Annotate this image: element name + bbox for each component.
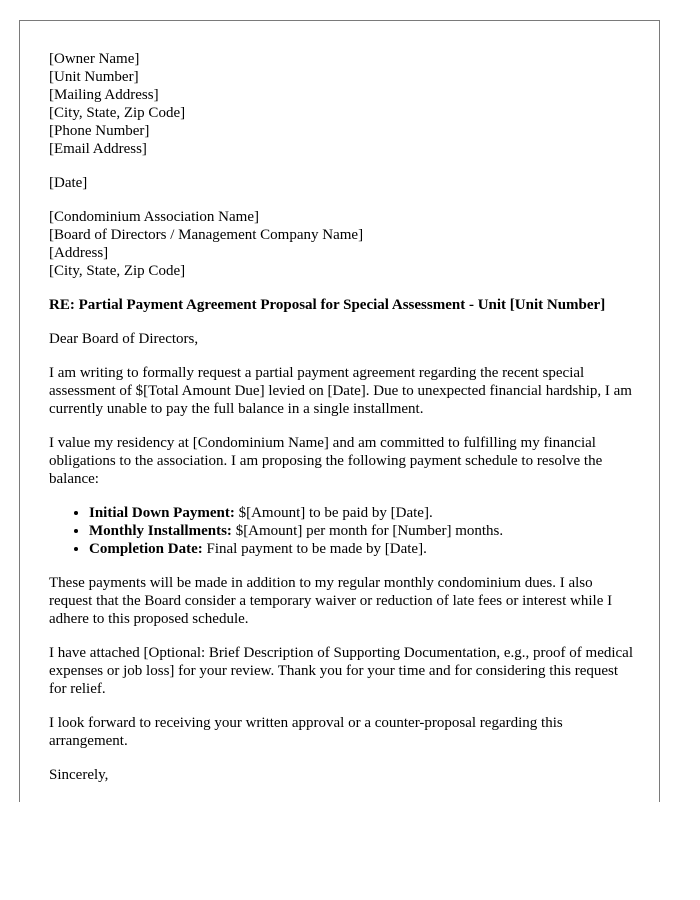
salutation: Dear Board of Directors,	[49, 331, 199, 347]
list-item	[89, 504, 639, 522]
sender-phone: [Phone Number]	[49, 123, 150, 139]
spacer	[49, 280, 639, 296]
recipient-block	[49, 208, 639, 280]
recipient-board: [Board of Directors / Management Company Name]	[49, 227, 364, 243]
spacer	[49, 558, 639, 574]
sender-email: [Email Address]	[49, 141, 147, 157]
schedule-term: Completion Date:	[89, 541, 203, 557]
letter-page	[19, 20, 660, 802]
spacer	[49, 348, 639, 364]
subject-line: RE: Partial Payment Agreement Proposal for Special Assessment - Unit [Unit Number]	[49, 297, 606, 313]
paragraph-request: I am writing to formally request a partial payment agreement regarding the recent special assessment of $[Total Amount Due] levied on [Date]. Due to unexpected financial hardship, I am currently unable to pay the full balance in a single installment.	[49, 365, 632, 417]
letter-date: [Date]	[49, 175, 88, 191]
schedule-detail: $[Amount] to be paid by [Date].	[234, 505, 433, 521]
spacer	[49, 314, 639, 330]
paragraph-proposal: I value my residency at [Condominium Name] and am committed to fulfilling my financial obligations to the association. I am proposing the following payment schedule to resolve the balance:	[49, 435, 603, 487]
spacer	[49, 192, 639, 208]
paragraph-closing: I look forward to receiving your written approval or a counter-proposal regarding this arrangement.	[49, 715, 563, 749]
recipient-address: [Address]	[49, 245, 109, 261]
spacer	[49, 158, 639, 174]
payment-schedule-list	[49, 504, 639, 558]
spacer	[49, 750, 639, 766]
signoff: Sincerely,	[49, 767, 109, 783]
sender-block	[49, 50, 639, 158]
letter-body	[49, 50, 639, 784]
recipient-association: [Condominium Association Name]	[49, 209, 259, 225]
paragraph-additional-dues: These payments will be made in addition to my regular monthly condominium dues. I also request that the Board consider a temporary waiver or reduction of late fees or interest while I adhere to this proposed schedule.	[49, 575, 613, 627]
sender-mailing-address: [Mailing Address]	[49, 87, 159, 103]
spacer	[49, 488, 639, 504]
sender-city-state-zip: [City, State, Zip Code]	[49, 105, 186, 121]
schedule-term: Monthly Installments:	[89, 523, 232, 539]
schedule-detail: Final payment to be made by [Date].	[202, 541, 427, 557]
paragraph-attachments: I have attached [Optional: Brief Description of Supporting Documentation, e.g., proof of medical expenses or job loss] for your review. Thank you for your time and for considering this request for relief.	[49, 645, 633, 697]
schedule-term: Initial Down Payment:	[89, 505, 235, 521]
sender-owner-name: [Owner Name]	[49, 51, 140, 67]
list-item	[89, 540, 639, 558]
list-item	[89, 522, 639, 540]
recipient-city-state-zip: [City, State, Zip Code]	[49, 263, 186, 279]
spacer	[49, 698, 639, 714]
spacer	[49, 418, 639, 434]
schedule-detail: $[Amount] per month for [Number] months.	[231, 523, 504, 539]
spacer	[49, 628, 639, 644]
sender-unit-number: [Unit Number]	[49, 69, 139, 85]
